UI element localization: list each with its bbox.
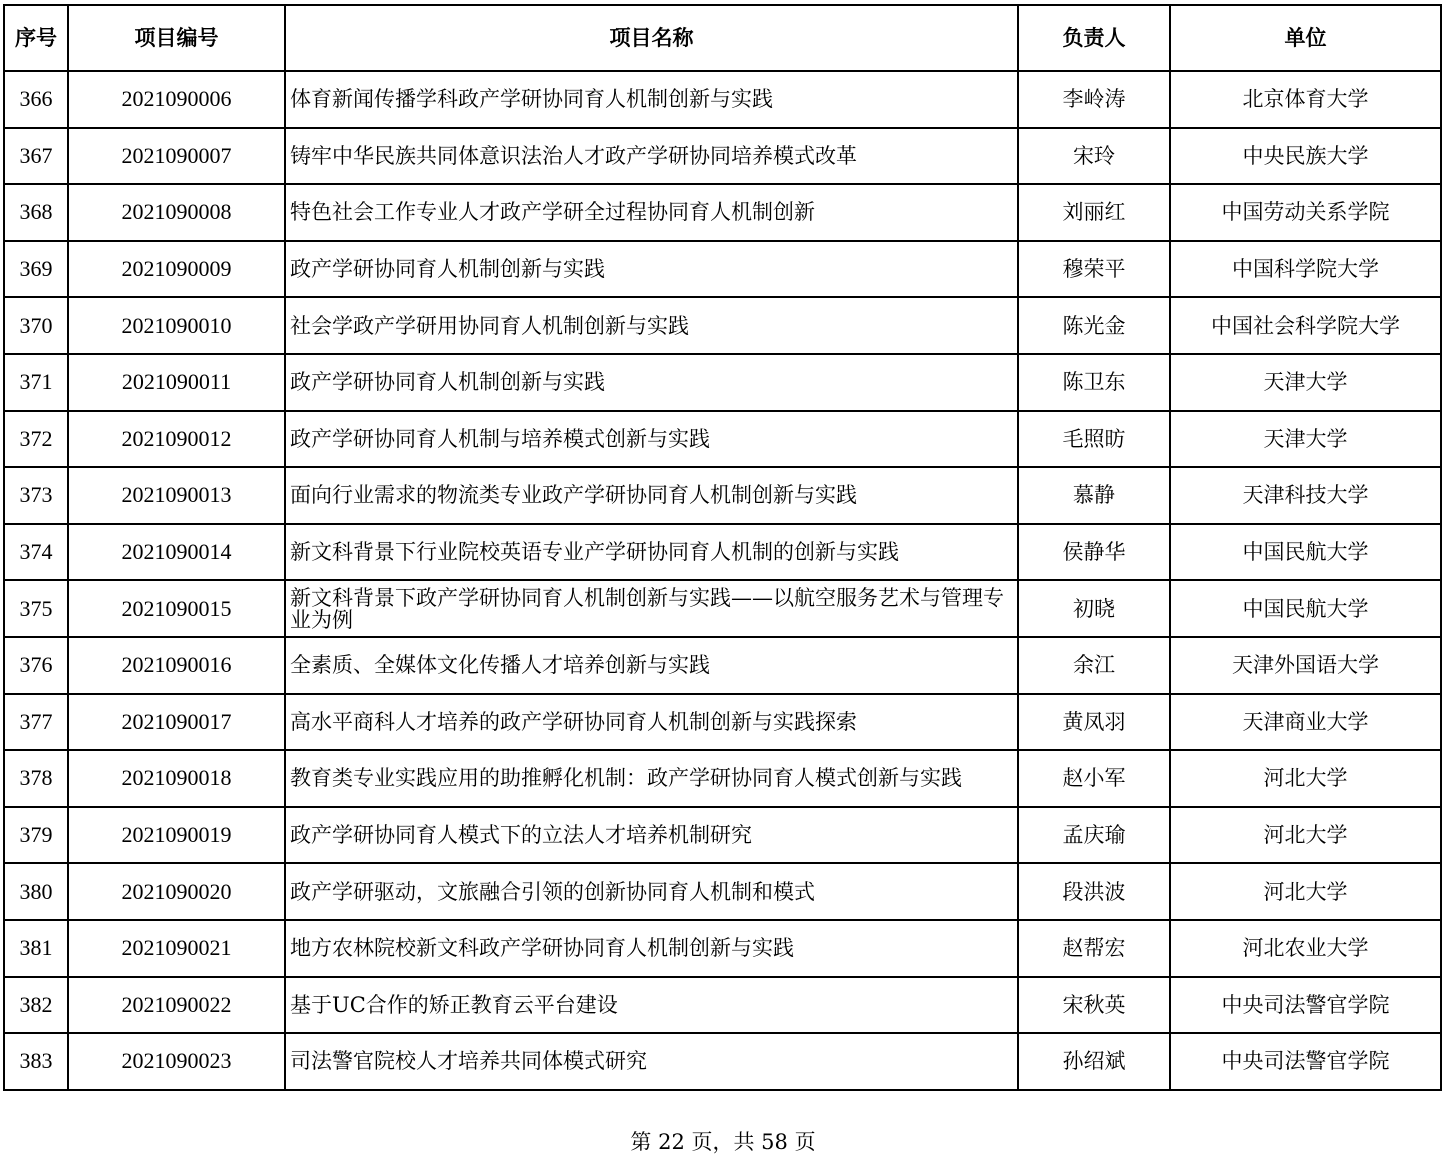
cell-leader: 孙绍斌 (1018, 1033, 1170, 1090)
table-row (4, 241, 1441, 298)
cell-project-number: 2021090011 (68, 354, 285, 411)
cell-index: 377 (4, 694, 68, 751)
cell-project-number: 2021090012 (68, 411, 285, 468)
table-row (4, 580, 1441, 637)
cell-leader: 孟庆瑜 (1018, 807, 1170, 864)
cell-project-number: 2021090021 (68, 920, 285, 977)
cell-index: 376 (4, 637, 68, 694)
table-row (4, 694, 1441, 751)
cell-leader: 黄凤羽 (1018, 694, 1170, 751)
cell-index: 370 (4, 297, 68, 354)
cell-unit: 中国民航大学 (1170, 580, 1441, 637)
cell-project-name: 教育类专业实践应用的助推孵化机制：政产学研协同育人模式创新与实践 (285, 750, 1018, 807)
cell-project-number: 2021090015 (68, 580, 285, 637)
cell-project-number: 2021090014 (68, 524, 285, 581)
cell-project-name: 社会学政产学研用协同育人机制创新与实践 (285, 297, 1018, 354)
header-index: 序号 (4, 5, 68, 71)
cell-project-name: 特色社会工作专业人才政产学研全过程协同育人机制创新 (285, 184, 1018, 241)
cell-leader: 段洪波 (1018, 863, 1170, 920)
cell-unit: 河北大学 (1170, 750, 1441, 807)
table-body (4, 71, 1441, 1090)
table-row (4, 920, 1441, 977)
cell-unit: 河北农业大学 (1170, 920, 1441, 977)
table-row (4, 71, 1441, 128)
cell-project-number: 2021090016 (68, 637, 285, 694)
cell-leader: 宋玲 (1018, 128, 1170, 185)
table-row (4, 467, 1441, 524)
cell-unit: 中央司法警官学院 (1170, 977, 1441, 1034)
cell-project-name: 政产学研驱动，文旅融合引领的创新协同育人机制和模式 (285, 863, 1018, 920)
cell-unit: 中央民族大学 (1170, 128, 1441, 185)
cell-index: 367 (4, 128, 68, 185)
cell-project-name: 司法警官院校人才培养共同体模式研究 (285, 1033, 1018, 1090)
cell-unit: 天津大学 (1170, 411, 1441, 468)
table-header-row (4, 5, 1441, 71)
table-row (4, 807, 1441, 864)
cell-unit: 河北大学 (1170, 863, 1441, 920)
table-row (4, 750, 1441, 807)
cell-unit: 中国社会科学院大学 (1170, 297, 1441, 354)
cell-project-number: 2021090019 (68, 807, 285, 864)
cell-index: 373 (4, 467, 68, 524)
cell-leader: 陈光金 (1018, 297, 1170, 354)
cell-leader: 宋秋英 (1018, 977, 1170, 1034)
cell-project-name: 铸牢中华民族共同体意识法治人才政产学研协同培养模式改革 (285, 128, 1018, 185)
table-row (4, 297, 1441, 354)
cell-project-number: 2021090009 (68, 241, 285, 298)
table-row (4, 184, 1441, 241)
cell-unit: 天津商业大学 (1170, 694, 1441, 751)
cell-unit: 天津大学 (1170, 354, 1441, 411)
cell-index: 382 (4, 977, 68, 1034)
cell-leader: 慕静 (1018, 467, 1170, 524)
cell-project-name: 政产学研协同育人模式下的立法人才培养机制研究 (285, 807, 1018, 864)
cell-project-name: 全素质、全媒体文化传播人才培养创新与实践 (285, 637, 1018, 694)
cell-project-number: 2021090017 (68, 694, 285, 751)
cell-index: 368 (4, 184, 68, 241)
cell-leader: 初晓 (1018, 580, 1170, 637)
header-project-number: 项目编号 (68, 5, 285, 71)
cell-leader: 毛照昉 (1018, 411, 1170, 468)
cell-project-name: 体育新闻传播学科政产学研协同育人机制创新与实践 (285, 71, 1018, 128)
cell-project-name: 新文科背景下行业院校英语专业产学研协同育人机制的创新与实践 (285, 524, 1018, 581)
cell-index: 369 (4, 241, 68, 298)
cell-project-name: 政产学研协同育人机制创新与实践 (285, 241, 1018, 298)
cell-index: 379 (4, 807, 68, 864)
cell-project-name: 地方农林院校新文科政产学研协同育人机制创新与实践 (285, 920, 1018, 977)
table-row (4, 411, 1441, 468)
cell-index: 372 (4, 411, 68, 468)
cell-leader: 穆荣平 (1018, 241, 1170, 298)
cell-project-name: 面向行业需求的物流类专业政产学研协同育人机制创新与实践 (285, 467, 1018, 524)
table-row (4, 977, 1441, 1034)
cell-project-number: 2021090022 (68, 977, 285, 1034)
header-project-name: 项目名称 (285, 5, 1018, 71)
cell-unit: 中国科学院大学 (1170, 241, 1441, 298)
cell-project-number: 2021090010 (68, 297, 285, 354)
cell-project-number: 2021090018 (68, 750, 285, 807)
cell-leader: 陈卫东 (1018, 354, 1170, 411)
project-table (3, 4, 1442, 1091)
cell-project-number: 2021090007 (68, 128, 285, 185)
cell-unit: 北京体育大学 (1170, 71, 1441, 128)
cell-unit: 河北大学 (1170, 807, 1441, 864)
cell-index: 371 (4, 354, 68, 411)
cell-project-number: 2021090008 (68, 184, 285, 241)
cell-unit: 中国劳动关系学院 (1170, 184, 1441, 241)
cell-leader: 赵小军 (1018, 750, 1170, 807)
table-row (4, 128, 1441, 185)
cell-project-name: 政产学研协同育人机制与培养模式创新与实践 (285, 411, 1018, 468)
cell-index: 374 (4, 524, 68, 581)
cell-leader: 赵帮宏 (1018, 920, 1170, 977)
table-row (4, 524, 1441, 581)
cell-leader: 李岭涛 (1018, 71, 1170, 128)
cell-leader: 余江 (1018, 637, 1170, 694)
project-table-container (3, 4, 1440, 1091)
cell-leader: 刘丽红 (1018, 184, 1170, 241)
cell-index: 378 (4, 750, 68, 807)
cell-project-number: 2021090006 (68, 71, 285, 128)
cell-unit: 中国民航大学 (1170, 524, 1441, 581)
cell-project-name: 高水平商科人才培养的政产学研协同育人机制创新与实践探索 (285, 694, 1018, 751)
table-row (4, 863, 1441, 920)
cell-project-name: 政产学研协同育人机制创新与实践 (285, 354, 1018, 411)
cell-index: 383 (4, 1033, 68, 1090)
cell-unit: 中央司法警官学院 (1170, 1033, 1441, 1090)
header-leader: 负责人 (1018, 5, 1170, 71)
table-row (4, 354, 1441, 411)
cell-project-number: 2021090023 (68, 1033, 285, 1090)
cell-leader: 侯静华 (1018, 524, 1170, 581)
cell-index: 375 (4, 580, 68, 637)
cell-project-number: 2021090020 (68, 863, 285, 920)
table-row (4, 1033, 1441, 1090)
cell-project-number: 2021090013 (68, 467, 285, 524)
header-unit: 单位 (1170, 5, 1441, 71)
cell-project-name: 新文科背景下政产学研协同育人机制创新与实践——以航空服务艺术与管理专业为例 (285, 580, 1018, 637)
cell-project-name: 基于UC合作的矫正教育云平台建设 (285, 977, 1018, 1034)
cell-index: 366 (4, 71, 68, 128)
cell-unit: 天津科技大学 (1170, 467, 1441, 524)
cell-index: 380 (4, 863, 68, 920)
cell-index: 381 (4, 920, 68, 977)
table-row (4, 637, 1441, 694)
page-footer: 第 22 页，共 58 页 (630, 1130, 816, 1154)
cell-unit: 天津外国语大学 (1170, 637, 1441, 694)
